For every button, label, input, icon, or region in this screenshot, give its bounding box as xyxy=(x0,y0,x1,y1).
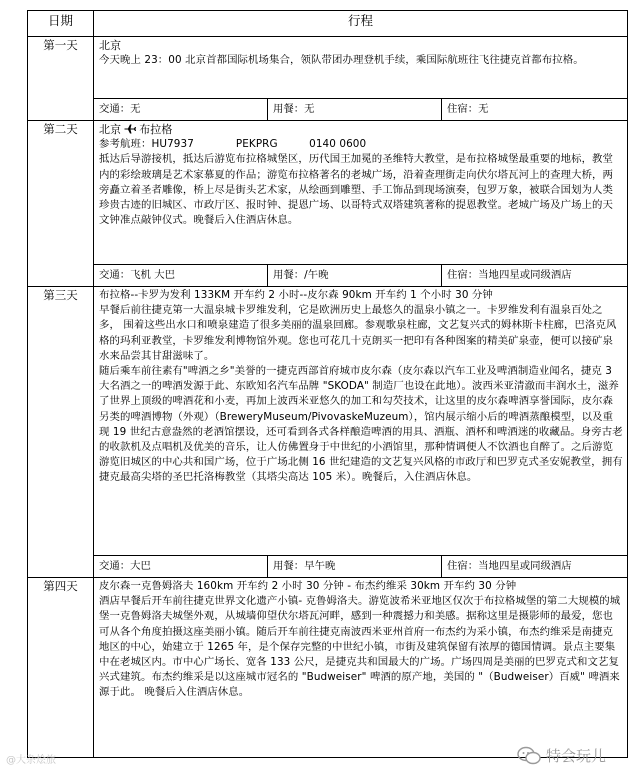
transport-info: 交通：大巴 xyxy=(99,560,151,572)
watermark-wechat xyxy=(517,745,606,766)
watermark-weibo: @大杂烩旅 xyxy=(6,755,56,766)
flight-reference: 参考航班：HU7937 PEKPRG 0140 0600 xyxy=(99,138,367,151)
meals-info: 用餐：/午晚 xyxy=(267,265,441,286)
route-from: 北京 xyxy=(99,123,122,136)
day-description xyxy=(94,287,627,555)
day-label: 第三天 xyxy=(28,287,94,578)
day-row xyxy=(28,578,628,758)
day-description xyxy=(94,121,627,264)
day-cell xyxy=(94,121,628,287)
description-paragraph: 今天晚上 23：00 北京首都国际机场集合，领队带团办理登机手续，乘国际航班往飞往捷克首都布拉格。 xyxy=(99,54,584,67)
day-cell xyxy=(94,287,628,578)
route-to: 布拉格 xyxy=(139,123,173,136)
day-label: 第一天 xyxy=(28,37,94,121)
day-description xyxy=(94,578,627,757)
route-line: 皮尔森一克鲁姆洛夫 160km 开车约 2 小时 30 分钟 - 布杰约维采 30km 开车约 30 分钟 xyxy=(99,580,517,592)
route-line xyxy=(99,122,623,137)
route-line: 布拉格--卡罗为发利 133KM 开车约 2 小时--皮尔森 90km 开车约 1 个小时 30 分钟 xyxy=(99,289,493,301)
transport-info: 交通：飞机 大巴 xyxy=(99,269,176,281)
description-paragraph: 早餐后前往捷克第一大温泉城卡罗维发利，它是欧洲历史上最悠久的温泉小镇之一。卡罗维发利有温泉百处之多， 围着这些出水口和喷泉建造了很多美丽的温泉回廊。参观歌泉柱廊，文艺复兴式的姆林斯卡柱廊，巴洛克风格的玛利亚教堂，卡罗维发利博物馆外观。您也可花几十克朗买一把印有各种图案的精美矿泉壶，便可以接矿泉水来品尝其甘甜滋味了。 xyxy=(99,304,617,362)
lodging-info: 住宿：当地四星或同级酒店 xyxy=(441,265,627,286)
meals-info: 用餐：早午晚 xyxy=(267,556,441,577)
day-row xyxy=(28,37,628,121)
airplane-icon xyxy=(124,124,136,134)
transport-info: 交通：无 xyxy=(99,103,141,115)
day-row xyxy=(28,287,628,578)
watermark-text: 特会玩儿 xyxy=(546,747,607,765)
day-label: 第四天 xyxy=(28,578,94,758)
day-info-row xyxy=(94,264,627,286)
day-info-row xyxy=(94,555,627,577)
meals-info: 用餐：无 xyxy=(267,99,441,120)
date-column-header: 日期 xyxy=(28,11,94,37)
day-description xyxy=(94,37,627,98)
day-cell xyxy=(94,578,628,758)
itinerary-table xyxy=(27,10,628,758)
lodging-info: 住宿：无 xyxy=(441,99,627,120)
route-line: 北京 xyxy=(99,39,122,52)
description-paragraph: 随后乘车前往素有"啤酒之乡"美誉的一捷克西部首府城市皮尔森（皮尔森以汽车工业及啤酒制造业闻名，捷克 3 大名酒之一的啤酒发源于此、东欧知名汽车品牌 "SKODA" 制造厂也设在此地）。波西米亚清澈而丰润水土，滋养了世界上顶级的啤酒花和小麦，再加上波西米亚悠久的加工和勾芡技术，让这里的皮尔森啤酒享誉国际，皮尔森另类的啤酒博物（外观）（BreweryMuseum/PivovaskeMuzeum），馆内展示缩小后的啤酒蒸酿模型，以及重现 19 世纪古意盎然的老酒馆摆设，还可看到各式各样酿造啤酒的用具、酒瓶、酒杯和啤酒迷的收藏品。身旁古老的收款机及点唱机及优美的音乐，让人仿佛置身于中世纪的小酒馆里，那种情调便人不饮酒也自醉了。之后游览游览旧城区的中心共和国广场，位于广场北侧 16 世纪建造的文艺复兴风格的市政厅和巴罗克式圣安妮教堂，拥有捷克最高尖塔的圣巴托洛梅教堂（其塔尖高达 105 米）。晚餐后，入住酒店休息。 xyxy=(99,365,623,484)
lodging-info: 住宿：当地四星或同级酒店 xyxy=(441,556,627,577)
header-row xyxy=(28,11,628,37)
itinerary-column-header: 行程 xyxy=(94,11,628,37)
day-row xyxy=(28,121,628,287)
wechat-icon xyxy=(517,746,541,766)
day-cell xyxy=(94,37,628,121)
description-paragraph: 酒店早餐后开车前往捷克世界文化遗产小镇- 克鲁姆洛夫。游览波希米亚地区仅次于布拉格城堡的第二大规模的城堡一克鲁姆洛夫城堡外观，从城墙仰望伏尔塔瓦河畔，感到一种震撼力和美感。据称这里是摄影师的最爱，您也可从各个角度拍摄这座美丽小镇。随后开车前往捷克南波西米亚州首府一布杰约为采小镇，布杰约维采是南捷克地区的中心，始建立于 1265 年，是个保存完整的中世纪小镇，市街及建筑保留有浓厚的德国情调。景点主要集中在老城区内。市中心广场长、宽各 133 公尺，是捷克共和国最大的广场。广场四周是美丽的巴罗克式和文艺复兴式建筑。布杰约维采是以这座城市冠名的 "Budweiser" 啤酒的原产地，美国的 "（Budweiser）百威" 啤酒来源于此。 晚餐后入住酒店休息。 xyxy=(99,595,621,699)
day-label: 第二天 xyxy=(28,121,94,287)
day-info-row xyxy=(94,98,627,120)
description-paragraph: 抵达后导游接机，抵达后游览布拉格城堡区，历代国王加冕的圣维特大教堂，是布拉格城堡最重要的地标，教堂内的彩绘玻璃是艺术家慕夏的作品；游览布拉格著名的老城广场，沿着查理街走向伏尔塔瓦河上的查理大桥，两旁矗立着圣者雕像，桥上尽是街头艺术家，从绘画到雕塑、手工饰品到现场演奏，包罗万象，被联合国划为人类珍贵古迹的旧城区、市政厅区、报时钟、提恩广场、以哥特式双塔建筑著称的提恩教堂。老城广场及广场上的天文钟准点敲钟仪式。晚餐后入住酒店休息。 xyxy=(99,153,614,227)
